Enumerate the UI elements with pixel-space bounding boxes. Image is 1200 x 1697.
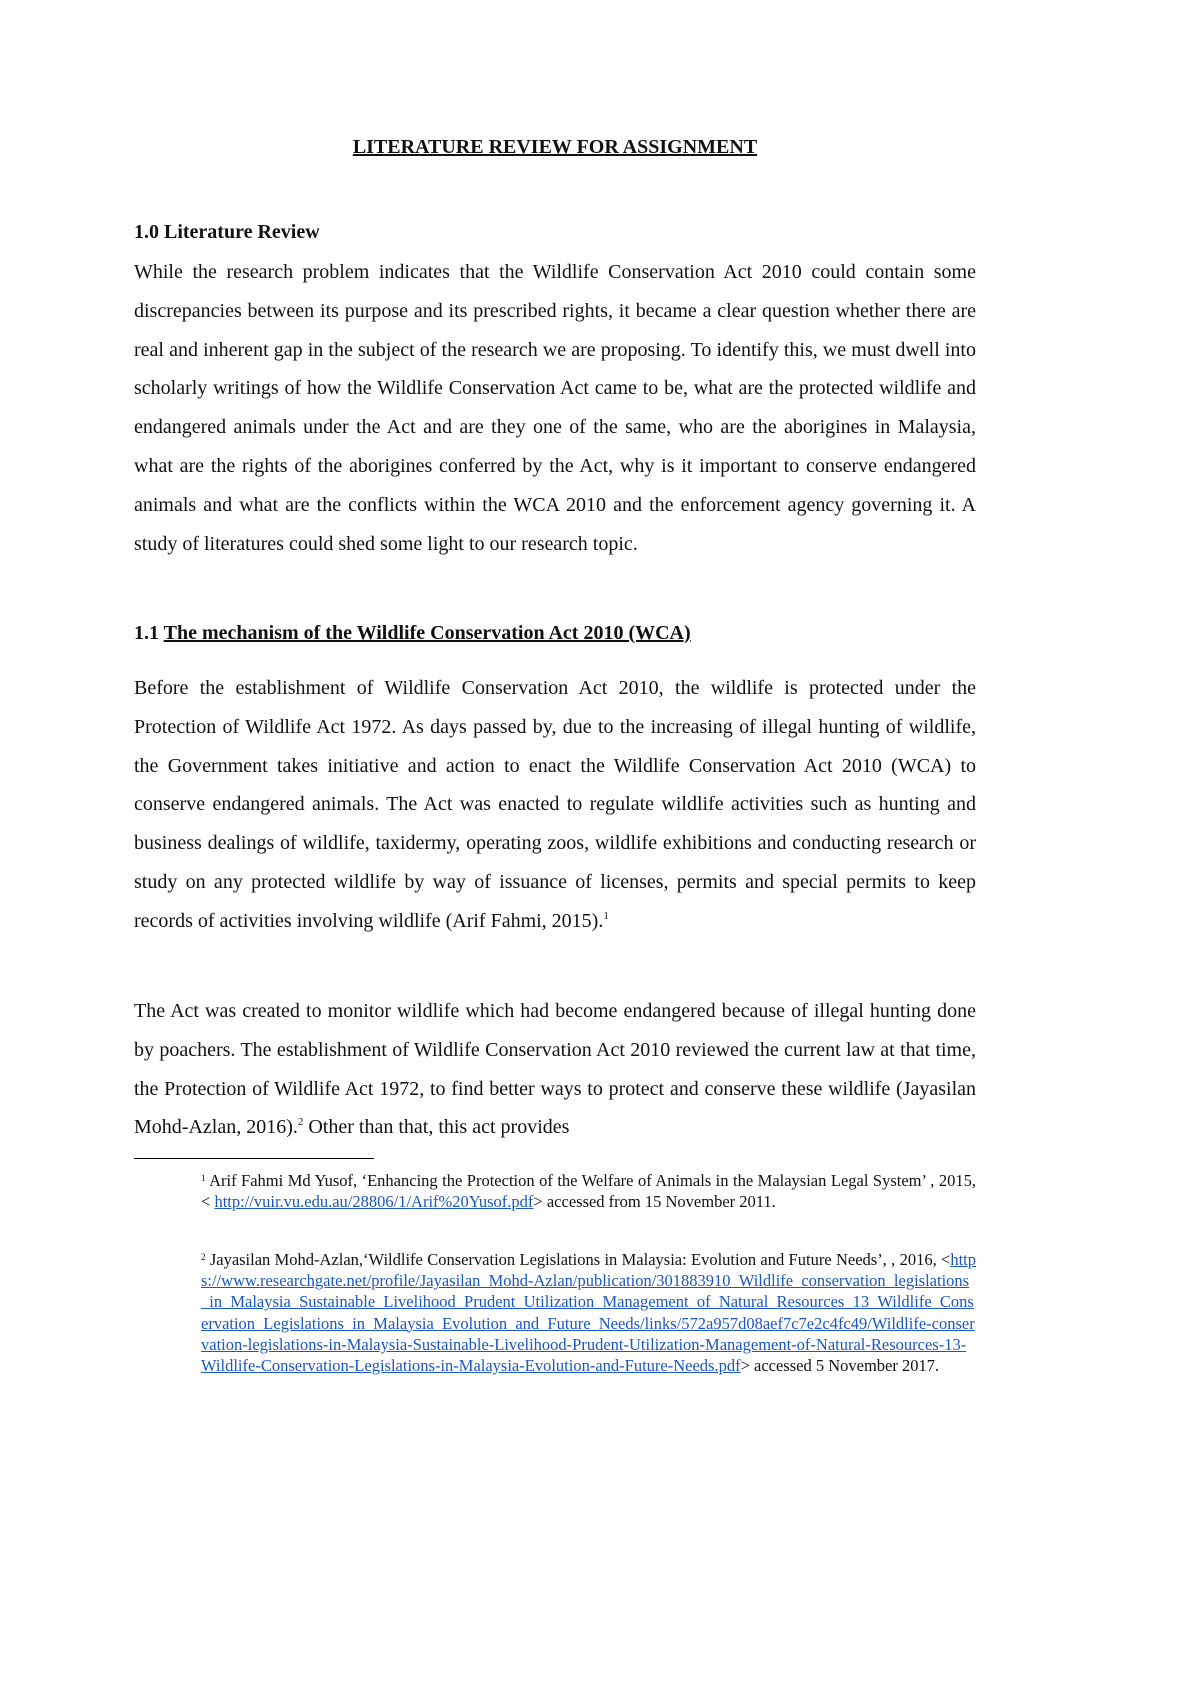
footnote-text: Jayasilan Mohd-Azlan,‘Wildlife Conservation Legislations in Malaysia: Evolution and Future Needs’, , 2016, <	[205, 1250, 951, 1269]
footnote-text-after: > accessed from 15 November 2011.	[533, 1192, 776, 1212]
footnote-link[interactable]: http://vuir.vu.edu.au/28806/1/Arif%20Yusof.pdf	[214, 1192, 534, 1212]
section-heading-literature-review: 1.0 Literature Review	[134, 221, 320, 243]
footnote-mark: 2	[201, 1252, 206, 1262]
paragraph-text-cont: Other than that, this act provides	[303, 1116, 570, 1139]
footnote-text-after: > accessed 5 November 2017.	[740, 1356, 940, 1376]
footnote-ref-2[interactable]: 2	[297, 1116, 304, 1129]
paragraph-text: Before the establishment of Wildlife Conservation Act 2010, the wildlife is protected under the Protection of Wildlife Act 1972. As days passed by, due to the increasing of illegal hunting of wildlife, the Government takes initiative and action to enact the Wildlife Conservation Act 2010 (WCA) to conserve endangered animals. The Act was enacted to regulate wildlife activities such as hunting and business dealings of wildlife, taxidermy, operating zoos, wildlife exhibitions and conducting research or study on any protected wildlife by way of issuance of licenses, permits and special permits to keep records of activities involving wildlife (Arif Fahmi, 2015).	[134, 677, 976, 932]
section-title: The mechanism of the Wildlife Conservation Act 2010 (WCA)	[163, 622, 691, 644]
footnote-link[interactable]: https://www.researchgate.net/profile/Jayasilan_Mohd-Azlan/publication/301883910_Wildlife_conservation_legislations_in_Malaysia_Sustainable_Livelihood_Prudent_Utilization_Management_of_Natural_Resources_13_Wildlife_Conservation_Legislations_in_Malaysia_Evolution_and_Future_Needs/links/572a957d08aef7c7e2c4fc49/Wildlife-conservation-legislations-in-Malaysia-Sustainable-Livelihood-Prudent-Utilization-Management-of-Natural-Resources-13-Wildlife-Conservation-Legislations-in-Malaysia-Evolution-and-Future-Needs.pdf	[201, 1250, 976, 1376]
footnote-separator	[134, 1158, 374, 1159]
paragraph-text: The Act was created to monitor wildlife which had become endangered because of illegal hunting done by poachers. The establishment of Wildlife Conservation Act 2010 reviewed the current law at that time, the Protection of Wildlife Act 1972, to find better ways to protect and conserve these wildlife (Jayasilan Mohd-Azlan, 2016).	[134, 1000, 976, 1139]
footnote-2	[201, 1249, 976, 1376]
section-heading-wca-mechanism	[134, 622, 691, 645]
literature-review-paragraph: While the research problem indicates that the Wildlife Conservation Act 2010 could contain some discrepancies between its purpose and its prescribed rights, it became a clear question whether there are real and inherent gap in the subject of the research we are proposing. To identify this, we must dwell into scholarly writings of how the Wildlife Conservation Act came to be, what are the protected wildlife and endangered animals under the Act and are they one of the same, who are the aborigines in Malaysia, what are the rights of the aborigines conferred by the Act, why is it important to conserve endangered animals and what are the conflicts within the WCA 2010 and the enforcement agency governing it. A study of literatures could shed some light to our research topic.	[134, 261, 976, 555]
footnote-1	[201, 1170, 976, 1212]
section-number: 1.1	[134, 622, 159, 644]
footnote-mark: 1	[201, 1173, 206, 1183]
wca-paragraph-2	[134, 992, 976, 1147]
footnote-text: Arif Fahmi Md Yusof, ‘Enhancing the Protection of the Welfare of Animals in the Malaysian Legal System’ , 2015, <	[201, 1171, 976, 1212]
footnote-ref-1[interactable]: 1	[603, 909, 609, 922]
wca-paragraph-1	[134, 669, 976, 941]
document-title: LITERATURE REVIEW FOR ASSIGNMENT	[352, 136, 758, 158]
